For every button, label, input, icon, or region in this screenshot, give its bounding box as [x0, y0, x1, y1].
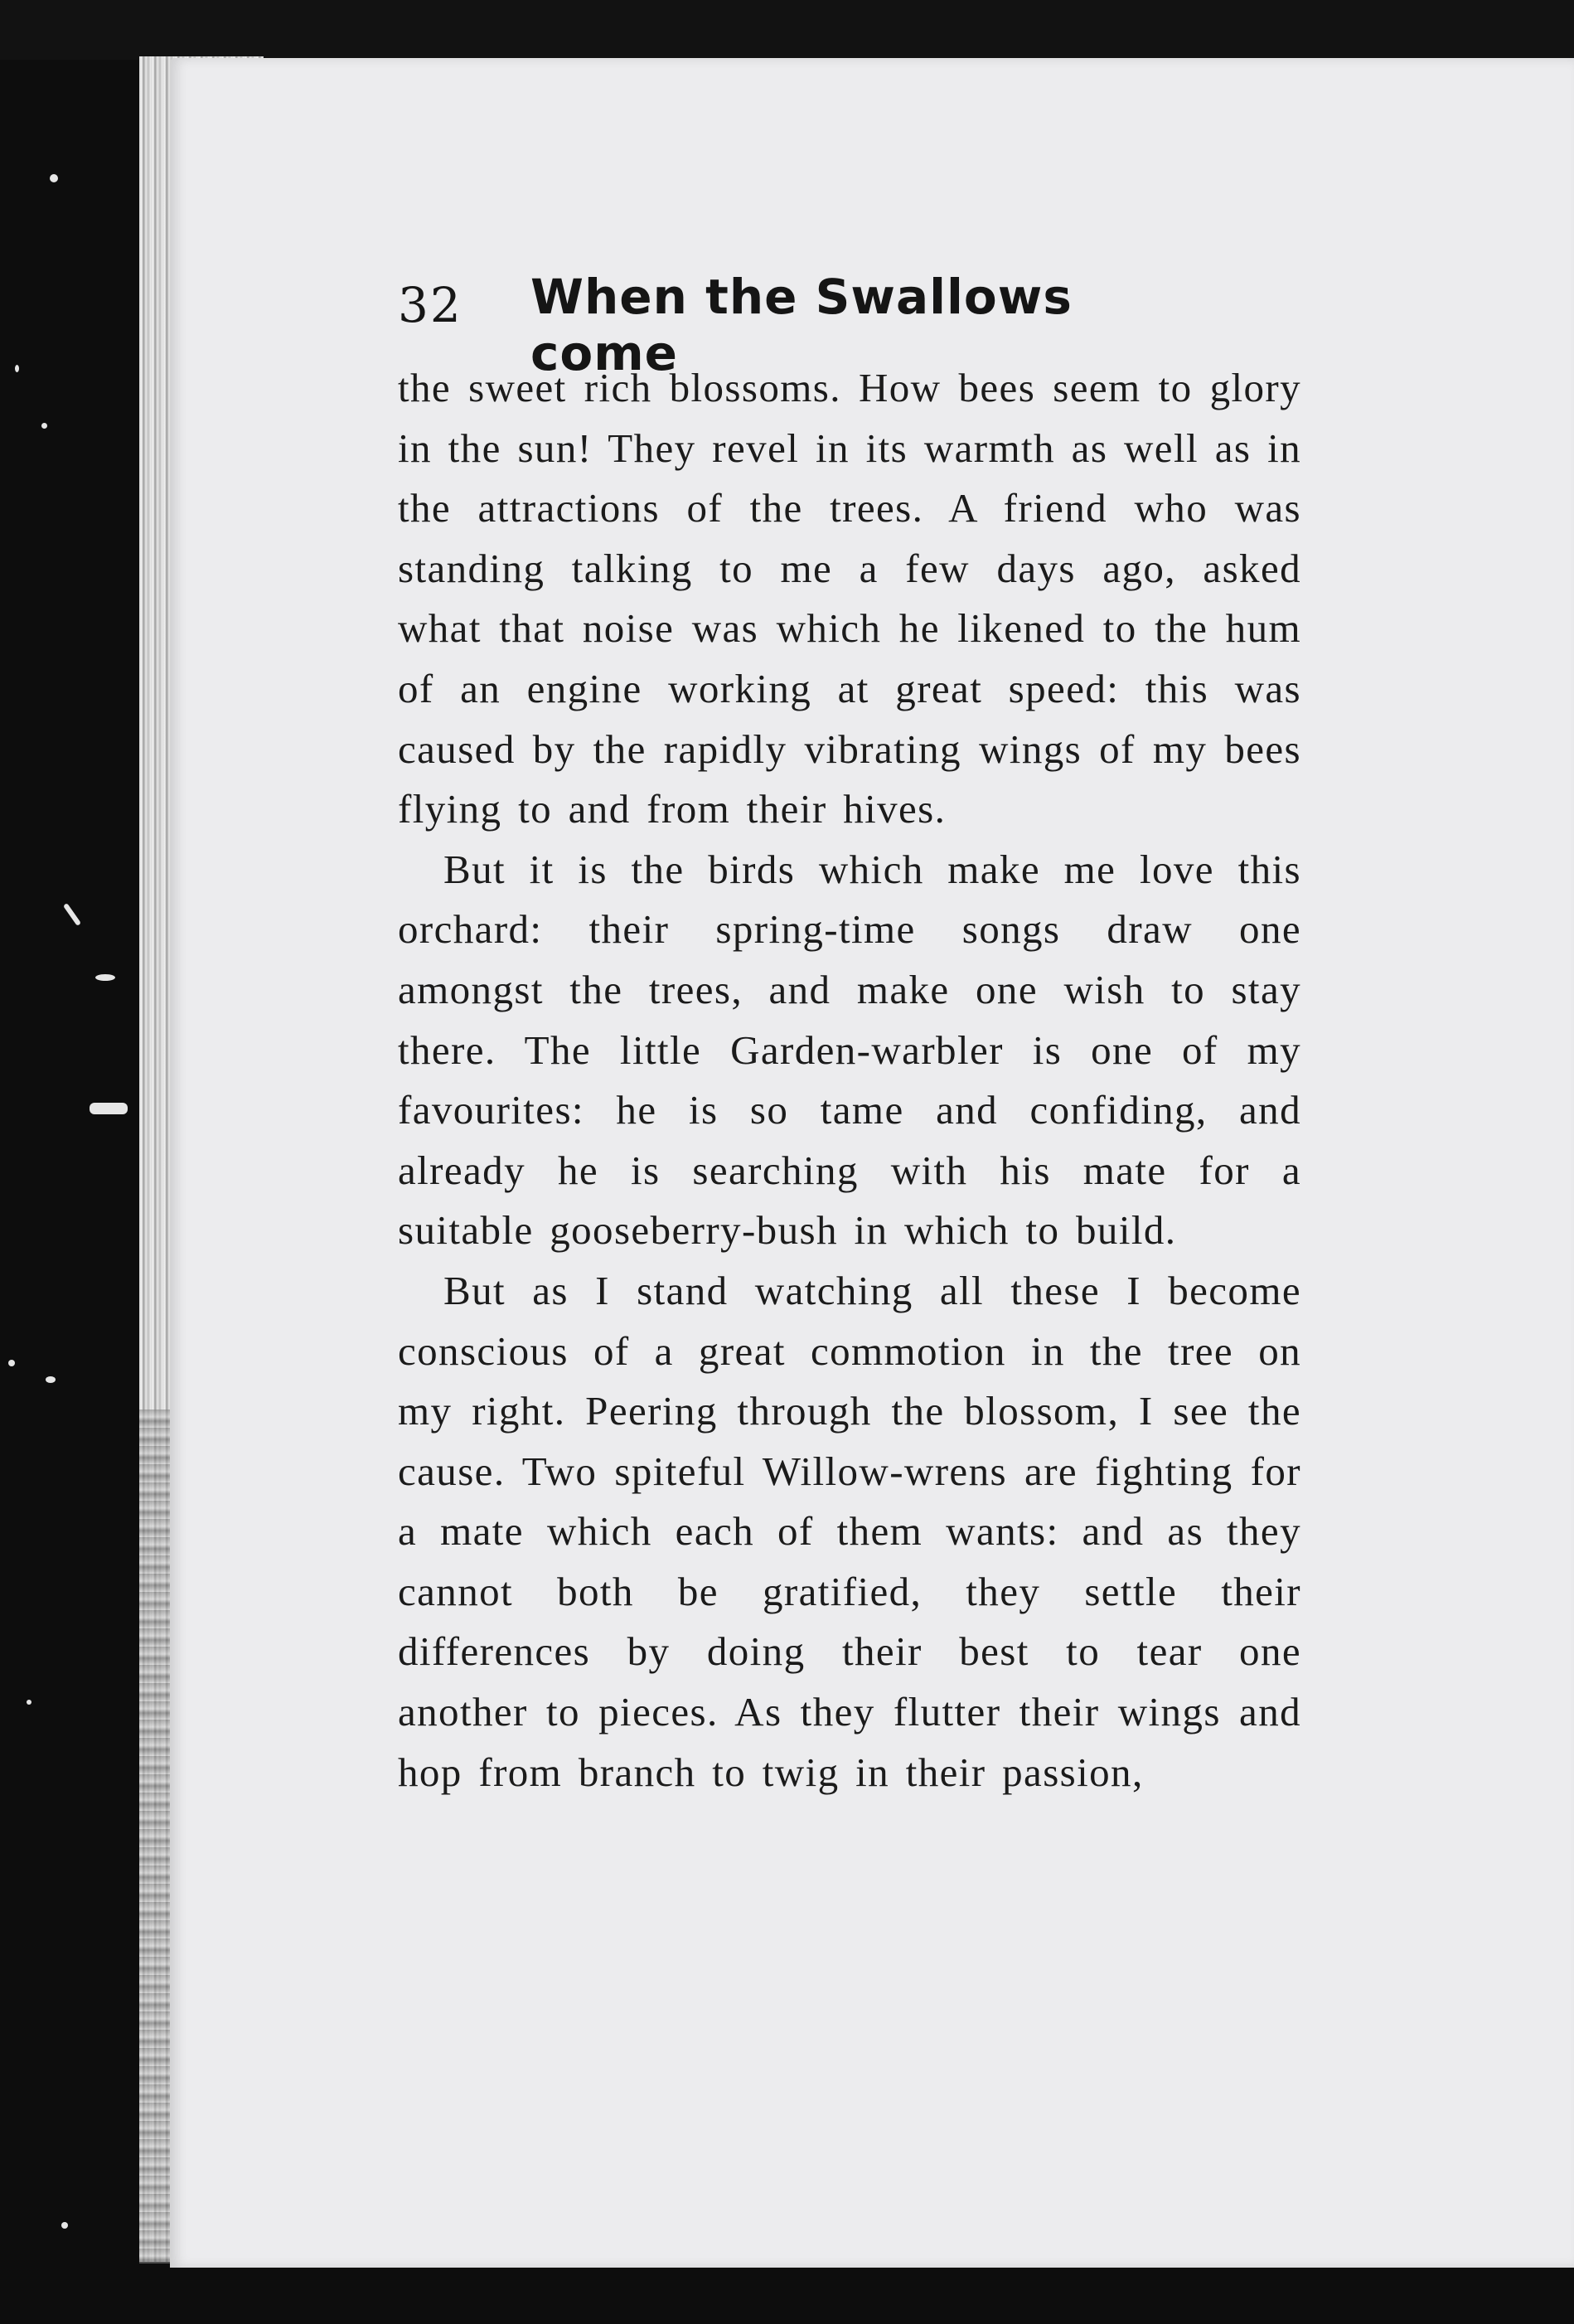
dust-speck — [46, 1376, 56, 1383]
dust-speck — [41, 423, 47, 429]
dust-speck — [63, 903, 81, 926]
dust-speck — [27, 1700, 31, 1705]
running-title: When the Swallows come — [530, 269, 1073, 381]
page-number: 32 — [398, 277, 463, 333]
page-body-text — [398, 358, 1301, 1802]
dust-speck — [15, 365, 19, 372]
dust-speck — [50, 174, 58, 182]
paragraph: But it is the birds which make me love this orchard: their spring-time songs draw one amongst the trees, and make one wish to stay there. The little Garden-warbler is one of my favourites: he is so tame and confiding, and already he is searching with his mate for a suitable gooseberry-bush in which to build. — [398, 846, 1301, 1254]
dust-speck — [90, 1103, 128, 1114]
paragraph: the sweet rich blossoms. How bees seem to glory in the sun! They revel in its warmth as well as in the attractions of the trees. A friend who was standing talking to me a few days ago, asked what that noise was which he likened to the hum of an engine working at great speed: this was caused by the rapidly vibrating wings of my bees flying to and from their hives. — [398, 365, 1301, 832]
dust-speck — [8, 1360, 15, 1366]
paragraph: But as I stand watching all these I become conscious of a great commotion in the tree on my right. Peering through the blossom, I see the cause. Two spiteful Willow-wrens are fighting for a mate which each of them wants: and as they cannot both be gratified, they settle their differences by doing their best to tear one another to pieces. As they flutter their wings and hop from branch to twig in their passion, — [398, 1267, 1301, 1795]
scan-top-border — [0, 0, 1574, 60]
dust-speck — [95, 974, 115, 981]
page-header — [398, 264, 1177, 381]
dust-speck — [61, 2222, 68, 2229]
